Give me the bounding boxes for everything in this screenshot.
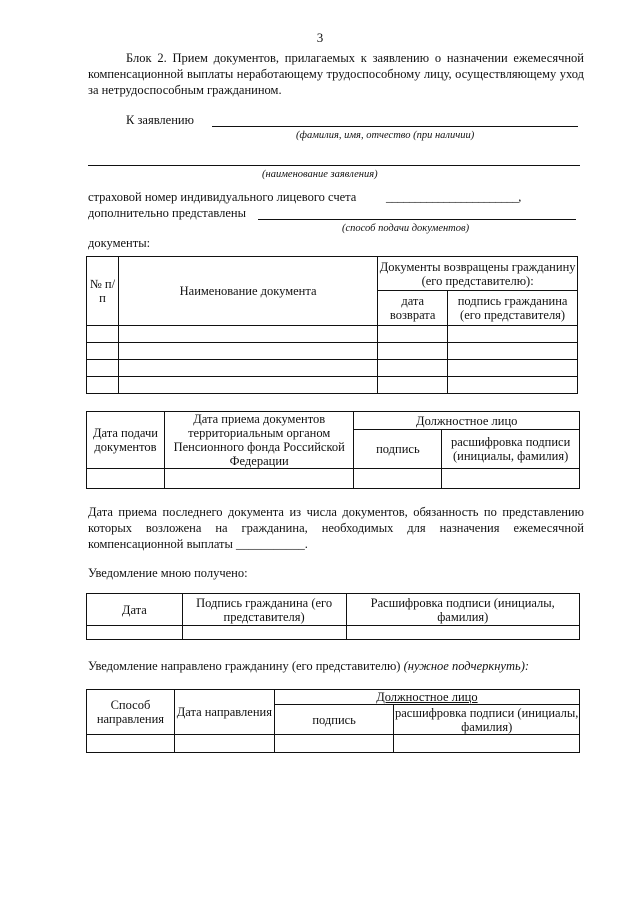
table-cell[interactable]: [87, 735, 175, 753]
send-decoding-header: расшифровка подписи (инициалы, фамилия): [395, 705, 579, 734]
send-method-header: Способ направления: [87, 690, 175, 735]
return-date-header: дата возврата: [378, 291, 448, 325]
table-cell[interactable]: [354, 469, 442, 489]
table-cell[interactable]: [274, 735, 394, 753]
notice-sent-text: Уведомление направлено гражданину (его представителю): [88, 659, 401, 673]
docs-returned-header: Документы возвращены гражданину (его представителю):: [378, 257, 578, 291]
table-cell[interactable]: [448, 325, 578, 342]
table-cell[interactable]: [87, 325, 119, 342]
accept-date-header: Дата приема документов территориальным органом Пенсионного фонда Российской Федерации: [164, 412, 354, 469]
table-cell[interactable]: [87, 359, 119, 376]
send-signature-header: подпись: [274, 705, 394, 735]
table-cell[interactable]: [182, 626, 346, 640]
table-cell[interactable]: [448, 376, 578, 393]
notice-date-header: Дата: [87, 594, 183, 626]
send-date-header: Дата направления: [174, 690, 274, 735]
submission-method-line: [258, 219, 576, 220]
table-cell[interactable]: [378, 359, 448, 376]
table-row: [87, 376, 578, 393]
doc-num-header: № п/п: [87, 257, 119, 326]
last-document-text: Дата приема последнего документа из числа документов, обязанность по представлению которых возложена на гражданина, необходимых для назначения ежемесячной компенсационной выплаты ___________.: [88, 505, 584, 551]
applicant-name-line: [212, 126, 578, 127]
table-cell[interactable]: [174, 735, 274, 753]
application-title-hint: (наименование заявления): [262, 169, 378, 180]
table-cell[interactable]: [118, 376, 377, 393]
page-number: 3: [316, 30, 324, 45]
send-official-header: Должностное лицо: [274, 690, 579, 705]
official-decoding-header: расшифровка подписи (инициалы, фамилия): [442, 430, 580, 469]
notice-signature-header: Подпись гражданина (его представителя): [182, 594, 346, 626]
table-cell[interactable]: [118, 325, 377, 342]
documents-label: документы:: [88, 236, 151, 250]
table-cell[interactable]: [378, 376, 448, 393]
official-signature-header: подпись: [354, 430, 442, 469]
receipt-table: [86, 411, 580, 489]
notice-sent-label: [88, 659, 529, 674]
application-title-line: [88, 165, 580, 166]
table-cell[interactable]: [118, 359, 377, 376]
table-cell[interactable]: [118, 342, 377, 359]
table-row: [87, 342, 578, 359]
citizen-signature-header: подпись гражданина (его представителя): [448, 291, 578, 325]
block-title: Блок 2. Прием документов, прилагаемых к заявлению о назначении ежемесячной компенсационной выплаты неработающему трудоспособному лицу, осуществляющему уход за нетрудоспособным гражданином.: [88, 51, 584, 97]
notice-sent-table: [86, 689, 580, 753]
table-row: [87, 469, 580, 489]
table-cell[interactable]: [442, 469, 580, 489]
table-cell[interactable]: [87, 376, 119, 393]
snils-label: страховой номер индивидуального лицевого счета: [88, 190, 357, 204]
notice-received-label: Уведомление мною получено:: [88, 566, 248, 580]
table-cell[interactable]: [448, 342, 578, 359]
documents-table: [86, 256, 578, 394]
submit-date-header: Дата подачи документов: [87, 412, 165, 469]
table-cell[interactable]: [394, 735, 580, 753]
table-cell[interactable]: [378, 325, 448, 342]
snils-line: _______________________,: [386, 190, 521, 204]
extra-docs-label: дополнительно представлены: [88, 206, 247, 220]
table-cell[interactable]: [346, 626, 580, 640]
table-cell[interactable]: [378, 342, 448, 359]
submission-method-hint: (способ подачи документов): [342, 223, 470, 234]
notice-sent-hint: (нужное подчеркнуть):: [403, 659, 530, 673]
notice-received-table: [86, 593, 580, 640]
table-row: [87, 735, 580, 753]
doc-name-header: Наименование документа: [118, 257, 377, 326]
table-cell[interactable]: [87, 469, 165, 489]
official-header: Должностное лицо: [354, 412, 580, 430]
table-cell[interactable]: [87, 626, 183, 640]
table-cell[interactable]: [448, 359, 578, 376]
table-row: [87, 359, 578, 376]
notice-decoding-header: Расшифровка подписи (инициалы, фамилия): [346, 594, 580, 626]
applicant-name-hint: (фамилия, имя, отчество (при наличии): [296, 130, 475, 141]
table-row: [87, 626, 580, 640]
table-cell[interactable]: [87, 342, 119, 359]
application-label: К заявлению: [126, 113, 194, 127]
table-cell[interactable]: [164, 469, 354, 489]
table-row: [87, 325, 578, 342]
